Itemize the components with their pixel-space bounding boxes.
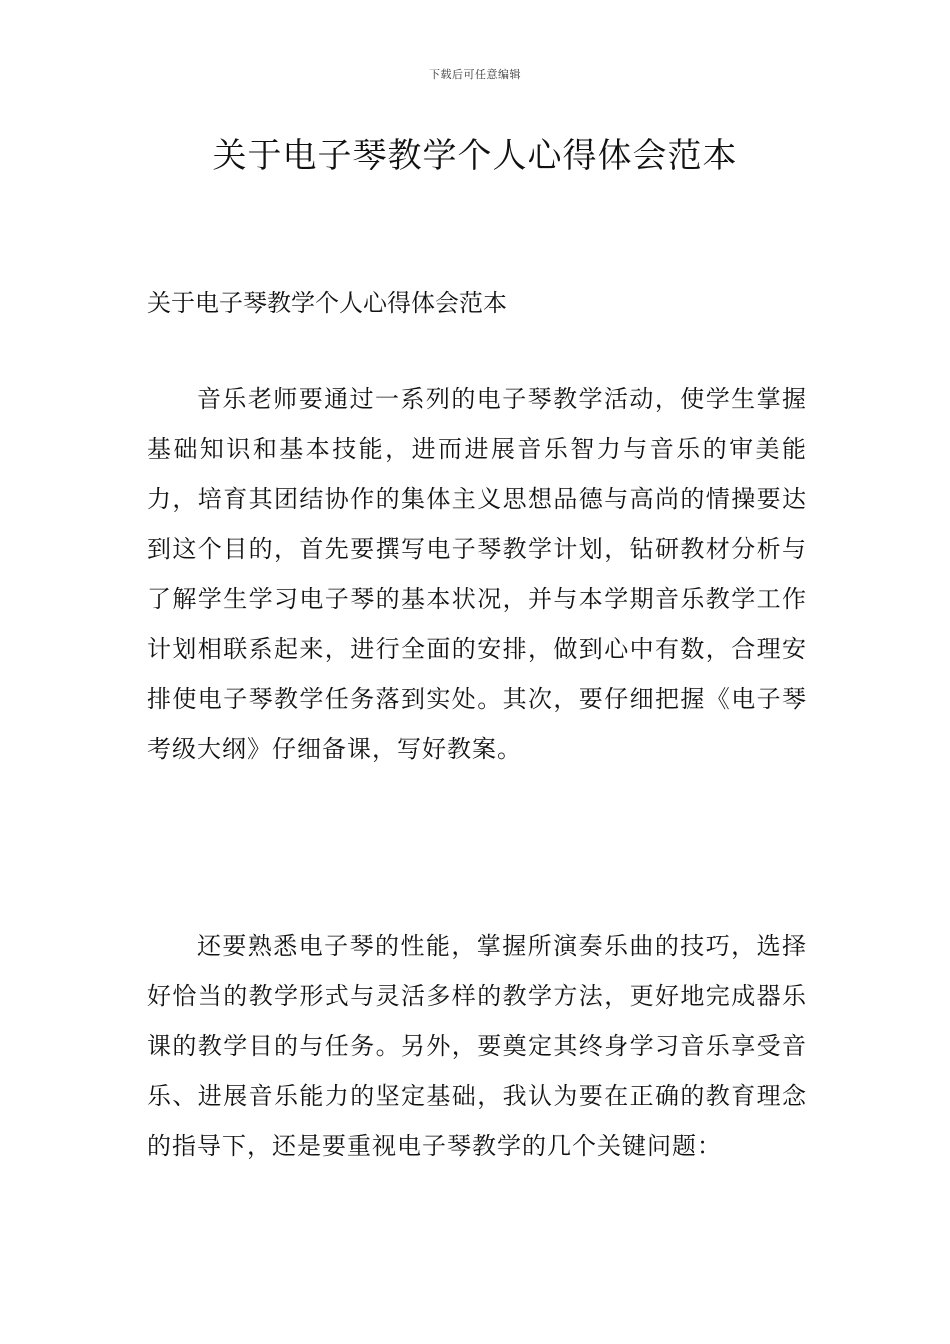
- document-title: 关于电子琴教学个人心得体会范本: [212, 136, 738, 176]
- body-paragraph: 还要熟悉电子琴的性能，掌握所演奏乐曲的技巧，选择好恰当的教学形式与灵活多样的教学方法，更好地完成器乐课的教学目的与任务。另外，要奠定其终身学习音乐享受音乐、进展音乐能力的坚定基础，我认为要在正确的教育理念的指导下，还是要重视电子琴教学的几个关键问题：: [147, 932, 807, 1160]
- header-note: 下载后可任意编辑: [429, 68, 521, 81]
- body-paragraph: 音乐老师要通过一系列的电子琴教学活动，使学生掌握基础知识和基本技能，进而进展音乐智力与音乐的审美能力，培育其团结协作的集体主义思想品德与高尚的情操要达到这个目的，首先要撰写电子琴教学计划，钻研教材分析与了解学生学习电子琴的基本状况，并与本学期音乐教学工作计划相联系起来，进行全面的安排，做到心中有数，合理安排使电子琴教学任务落到实处。其次，要仔细把握《电子琴考级大纲》仔细备课，写好教案。: [147, 385, 807, 763]
- document-subtitle: 关于电子琴教学个人心得体会范本: [147, 289, 507, 317]
